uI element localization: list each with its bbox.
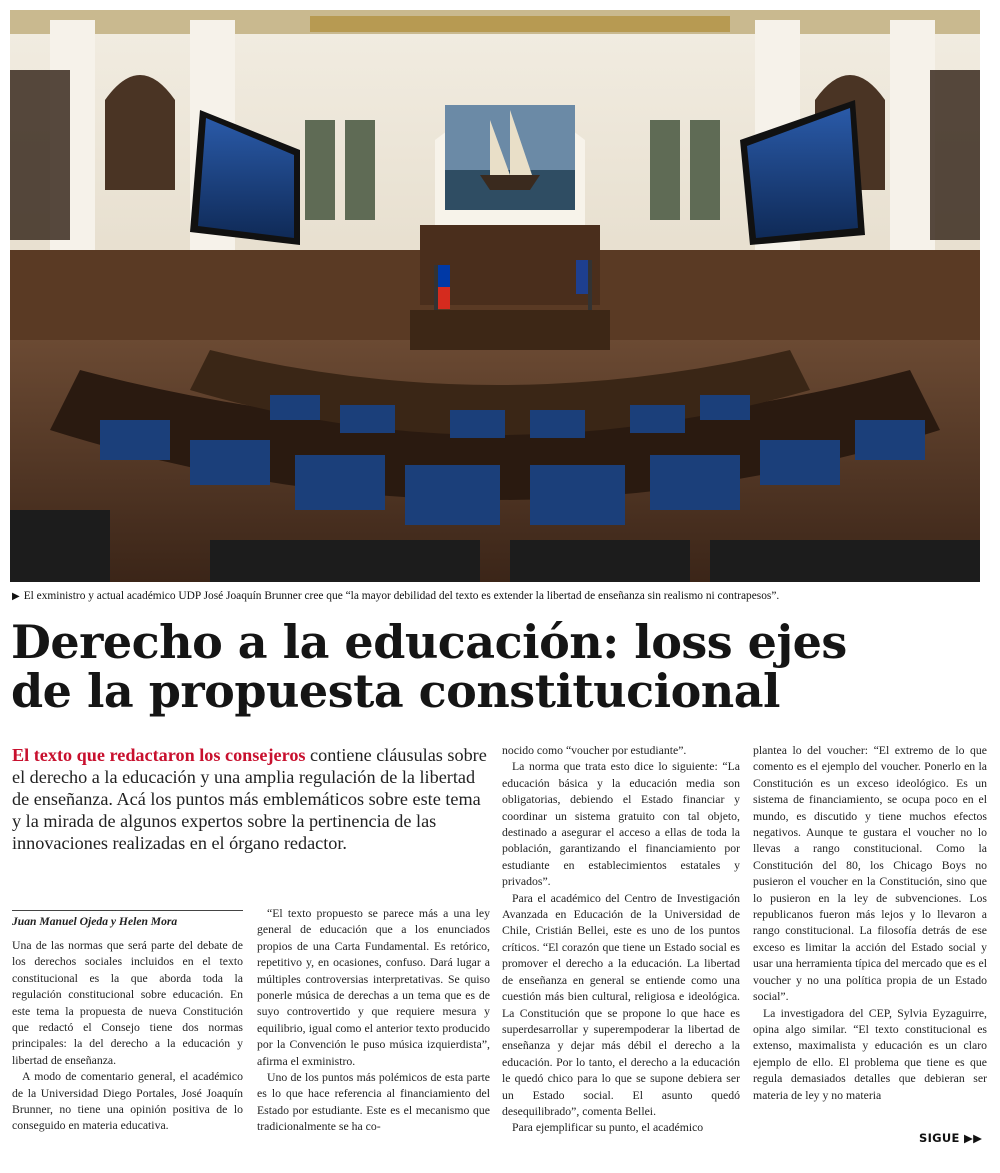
headline-line-2: de la propuesta constitucional (11, 664, 780, 718)
article-lead (12, 744, 494, 854)
paragraph-continuation: nocido como “voucher por estudiante”. (502, 744, 687, 757)
headline-line-1: Derecho a la educación: loss ejes (11, 615, 847, 669)
lead-highlight: El texto que redactaron los consejeros (12, 745, 306, 765)
caption-marker-icon: ▶ (12, 591, 20, 602)
lead-text: contiene cláusulas sobre el derecho a la educación y una amplia regulación de la libertad de enseñanza. Acá los puntos más emblemáticos sobre este tema y la mirada de algunos expertos sobre la pertinencia de las innovaciones realizadas en el órgano redactor. (12, 745, 487, 853)
byline: Juan Manuel Ojeda y Helen Mora (12, 910, 243, 928)
column-3 (502, 743, 740, 1137)
paragraph: “El texto propuesto se parece más a una ley general de educación que a los enunciados propios de una Carta Fundamental. Es retórico, repetitivo y, en ocasiones, confuso. Dará lugar a múltiples controversias interpretativas. Se quiso ponerle música de derechas a un tema que es de suyo controvertido y que requiere mesura y equilibrio, igual como el anterior texto producido por la Convención le puso música izquierdista”, afirma el exministro. (257, 907, 490, 1068)
continue-marker: SIGUE ▶▶ (919, 1131, 983, 1145)
paragraph: Uno de los puntos más polémicos de esta parte es lo que hace referencia al financiamiento del Estado por estudiante. Este es el mecanismo que tradicionalmente se ha co- (257, 1071, 490, 1134)
article-headline (11, 615, 981, 718)
paragraph: La norma que trata esto dice lo siguiente: “La educación básica y la educación media son obligatorias, debiendo el Estado financiar y coordinar un sistema gratuito con tal objeto, destinado a asegurar el acceso a ellas de toda la población, garantizando el financiamiento por estudiante en establecimientos estatales y privados”. (502, 760, 740, 889)
column-2 (257, 906, 490, 1136)
chamber-photo (10, 10, 980, 582)
paragraph-continuation: plantea lo del voucher: “El extremo de lo que comento es el ejemplo del voucher. Ponerlo en la Constitución es un exceso ideológico. Es un sistema de financiamiento, se ocupa poco en el mundo, es discutido y tiene muchos efectos negativos. Aunque te gustara el voucher no lo llevas a rango constitucional. Como la Constitución del 80, los Chicago Boys no pusieron el voucher en la Constitución, sino que lo pusieron en la ley de subvenciones. Los republicanos fueron más lejos y lo llevaron a rango constitucional. La filosofía detrás de ese exceso es limitar la acción del Estado social y usar una herramienta típica del mercado que es el voucher y no una política propia de un Estado social”. (753, 744, 987, 1004)
photo-caption (12, 589, 987, 604)
paragraph: A modo de comentario general, el académico de la Universidad Diego Portales, José Joaquín Brunner, no tiene una opinión positiva de lo conseguido en materia educativa. (12, 1070, 243, 1133)
column-1 (12, 938, 243, 1135)
paragraph: Una de las normas que será parte del debate de los derechos sociales incluidos en el texto constitucional es la que aborda toda la regulación constitucional sobre educación. En este tema la propuesta de nueva Constitución que redactó el Consejo tiene dos normas principales: la del derecho a la educación y libertad de enseñanza. (12, 939, 243, 1067)
column-4 (753, 743, 987, 1104)
paragraph: Para ejemplificar su punto, el académico (512, 1121, 704, 1135)
paragraph: La investigadora del CEP, Sylvia Eyzaguirre, opina algo similar. “El texto constitucional es extenso, maximalista y educación es un claro ejemplo de ello. El problema que tiene es que regula demasiados detalles que debieran ser materia de ley y no materia (753, 1006, 987, 1102)
caption-text: El exministro y actual académico UDP José Joaquín Brunner cree que “la mayor debilidad del texto es extender la libertad de enseñanza sin realismo ni contrapesos”. (23, 590, 780, 602)
chamber-photo-icon (10, 10, 980, 582)
paragraph: Para el académico del Centro de Investigación Avanzada en Educación de la Universidad de Chile, Cristián Bellei, este es uno de los puntos críticos. “El corazón que tiene un Estado social es promover el derecho a la educación. La libertad de enseñanza en general se entiende como una cuestión más bien cultural, religiosa e ideológica. La Constitución que se propone lo que hace es superdesarrollar y superempoderar la libertad de enseñanza y dejar más débil el derecho a la educación. Por lo tanto, el derecho a la educación le quedó chico para lo que se supone debiera ser un Estado social. El asunto quedó desequilibrado”, comenta Bellei. (502, 891, 740, 1118)
